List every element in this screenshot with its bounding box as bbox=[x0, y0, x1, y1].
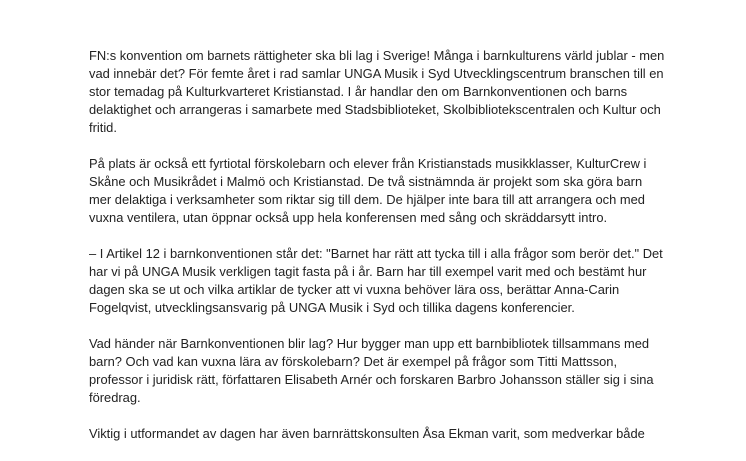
text-line: fritid. bbox=[89, 120, 117, 135]
text-line: mer delaktiga i verksamheter som riktar sig till dem. De hjälper inte bara till att arrangera och med bbox=[89, 192, 645, 207]
text-line: Vad händer när Barnkonventionen blir lag? Hur bygger man upp ett barnbibliotek tillsammans med bbox=[89, 336, 650, 351]
text-line: professor i juridisk rätt, författaren Elisabeth Arnér och forskaren Barbro Johansson ställer sig i sina bbox=[89, 372, 654, 387]
article-body bbox=[89, 47, 689, 461]
paragraph-3 bbox=[89, 245, 689, 317]
paragraph-1 bbox=[89, 47, 689, 137]
text-line: delaktighet och arrangeras i samarbete med Stadsbiblioteket, Skolbibliotekscentralen och Kultur och bbox=[89, 102, 661, 117]
paragraph-4 bbox=[89, 335, 689, 407]
text-line: Fogelqvist, utvecklingsansvarig på UNGA Musik i Syd och tillika dagens konferencier. bbox=[89, 300, 575, 315]
paragraph-2 bbox=[89, 155, 689, 227]
text-line: vuxna ventilera, utan öppnar också upp hela konferensen med sång och skräddarsytt intro. bbox=[89, 210, 608, 225]
text-line: har vi på UNGA Musik verkligen tagit fasta på i år. Barn har till exempel varit med och bestämt hur bbox=[89, 264, 647, 279]
text-line: barn? Och vad kan vuxna lära av förskolebarn? Det är exempel på frågor som Titti Mattsson, bbox=[89, 354, 618, 369]
text-line: stor temadag på Kulturkvarteret Kristianstad. I år handlar den om Barnkonventionen och barns bbox=[89, 84, 628, 99]
paragraph-5 bbox=[89, 425, 689, 443]
text-line: På plats är också ett fyrtiotal förskolebarn och elever från Kristianstads musikklasser, KulturCrew i bbox=[89, 156, 647, 171]
text-line: Skåne och Musikrådet i Malmö och Kristianstad. De två sistnämnda är projekt som ska göra barn bbox=[89, 174, 643, 189]
text-line: vad innebär det? För femte året i rad samlar UNGA Musik i Syd Utvecklingscentrum branschen till en bbox=[89, 66, 664, 81]
text-line: föredrag. bbox=[89, 390, 141, 405]
text-line: Viktig i utformandet av dagen har även barnrättskonsulten Åsa Ekman varit, som medverkar både bbox=[89, 426, 645, 441]
text-line: – I Artikel 12 i barnkonventionen står det: "Barnet har rätt att tycka till i alla frågor som berör det." Det bbox=[89, 246, 663, 261]
text-line: FN:s konvention om barnets rättigheter ska bli lag i Sverige! Många i barnkulturens värld jublar - men bbox=[89, 48, 665, 63]
text-line: dagen ska se ut och vilka artiklar de tycker att vi vuxna behöver lära oss, berättar Anna-Carin bbox=[89, 282, 620, 297]
